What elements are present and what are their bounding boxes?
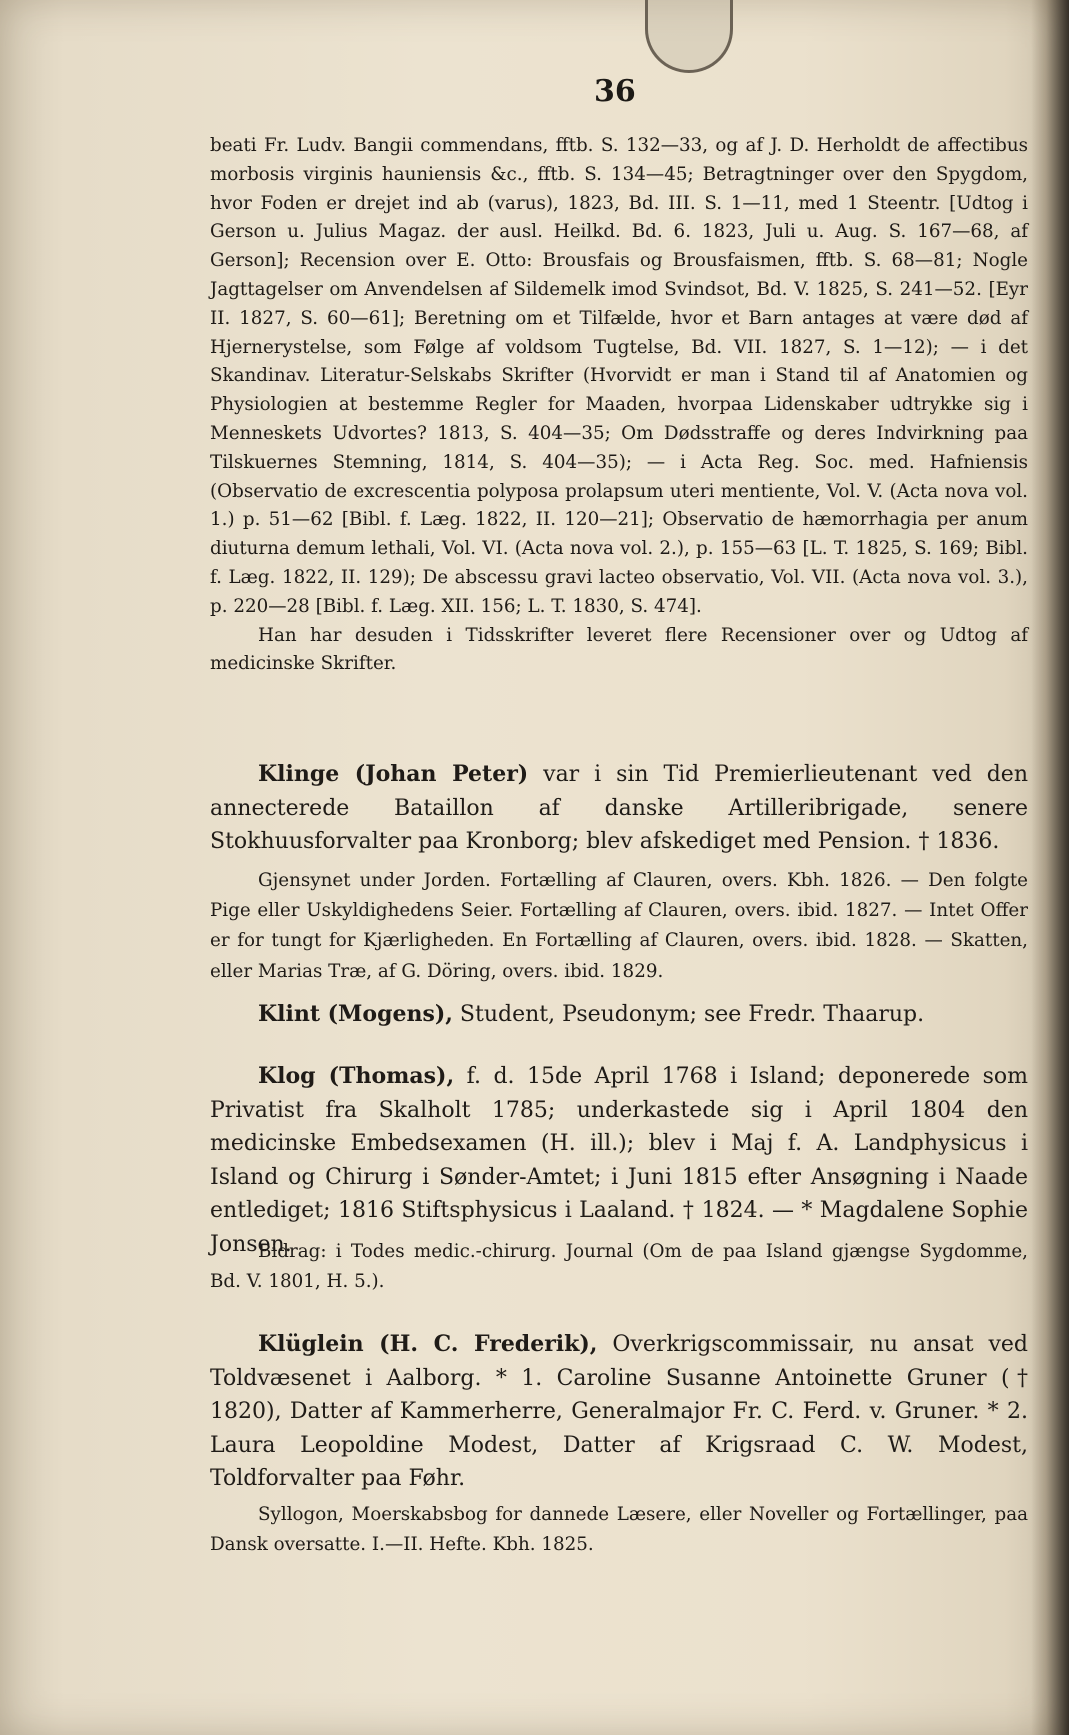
entry-kluglein-works: Syllogon, Moerskabsbog for dannede Læsere, eller Noveller og Fortællinger, paa Dansk oversatte. I.—II. Hefte. Kbh. 1825.: [210, 1504, 1028, 1556]
entry-name: Klog (Thomas),: [258, 1063, 455, 1089]
entry-klog-works: Bidrag: i Todes medic.-chirurg. Journal (Om de paa Island gjængse Sygdomme, Bd. V. 1801, H. 5.).: [210, 1241, 1028, 1293]
entry-name: Klinge (Johan Peter): [258, 761, 529, 787]
continuation-closing: Han har desuden i Tidsskrifter leveret flere Recensioner over og Udtog af medicinske Skrifter.: [210, 624, 1028, 675]
entry-klint: [210, 998, 1028, 1032]
entry-klinge-works: Gjensynet under Jorden. Fortælling af Clauren, overs. Kbh. 1826. — Den folgte Pige eller Uskyldighedens Seier. Fortælling af Clauren, overs. ibid. 1827. — Intet Offer er for tungt for Kjærligheden. En Fortælling af Clauren, overs. ibid. 1828. — Skatten, eller Marias Træ, af G. Döring, overs. ibid. 1829.: [210, 870, 1028, 982]
continuation-text: beati Fr. Ludv. Bangii commendans, fftb. S. 132—33, og af J. D. Herholdt de affectibus morbosis virginis hauniensis &c., fftb. S. 134—45; Betragtninger over den Spygdom, hvor Foden er drejet ind ab (varus), 1823, Bd. III. S. 1—11, med 1 Steentr. [Udtog i Gerson u. Julius Magaz. der ausl. Heilkd. Bd. 6. 1823, Juli u. Aug. S. 167—68, af Gerson]; Recension over E. Otto: Brousfais og Brousfaismen, fftb. S. 68—81; Nogle Jagttagelser om Anvendelsen af Sildemelk imod Svindsot, Bd. V. 1825, S. 241—52. [Eyr II. 1827, S. 60—61]; Beretning om et Tilfælde, hvor et Barn antages at være død af Hjernerystelse, som Følge af voldsom Tugtelse, Bd. VII. 1827, S. 1—12); — i det Skandinav. Literatur-Selskabs Skrifter (Hvorvidt er man i Stand til af Anatomien og Physiologien at bestemme Regler for Maaden, hvorpaa Lidenskaber udtrykke sig i Menneskets Udvortes? 1813, S. 404—35; Om Dødsstraffe og deres Indvirkning paa Tilskuernes Stemning, 1814, S. 404—35); — i Acta Reg. Soc. med. Hafniensis (Observatio de excrescentia polyposa prolapsum uteri mentiente, Vol. V. (Acta nova vol. 1.) p. 51—62 [Bibl. f. Læg. 1822, II. 120—21]; Observatio de hæmorrhagia per anum diuturna demum lethali, Vol. VI. (Acta nova vol. 2.), p. 155—63 [L. T. 1825, S. 169; Bibl. f. Læg. 1822, II. 129); De abscessu gravi lacteo observatio, Vol. VII. (Acta nova vol. 3.), p. 220—28 [Bibl. f. Læg. XII. 156; L. T. 1830, S. 474].: [210, 135, 1028, 617]
entry-text: Overkrigscommissair, nu ansat ved Toldvæsenet i Aalborg. * 1. Caroline Susanne Antoinette Gruner († 1820), Datter af Kammerherre, Generalmajor Fr. C. Ferd. v. Gruner. * 2. Laura Leopoldine Modest, Datter af Krigsraad C. W. Modest, Toldforvalter paa Føhr.: [210, 1332, 1028, 1491]
entry-text: Student, Pseudonym; see Fredr. Thaarup.: [459, 1002, 925, 1027]
entry-kluglein: [210, 1328, 1028, 1496]
entry-name: Klint (Mogens),: [258, 1001, 453, 1027]
entry-text: f. d. 15de April 1768 i Island; deponerede som Privatist fra Skalholt 1785; underkastede sig i April 1804 den medicinske Embedsexamen (H. ill.); blev i Maj f. A. Landphysicus i Island og Chirurg i Sønder-Amtet; i Juni 1815 efter Ansøgning i Naade entlediget; 1816 Stiftsphysicus i Laaland. † 1824. — * Magdalene Sophie Jonsen.: [210, 1064, 1028, 1257]
entry-name: Klüglein (H. C. Frederik),: [258, 1331, 598, 1357]
entry-klog: [210, 1060, 1028, 1261]
page-number: 36: [594, 74, 636, 109]
page-edge-shadow: [1031, 0, 1069, 1735]
entry-klinge: [210, 758, 1028, 859]
continuation-paragraph: [210, 132, 1028, 679]
entry-text: var i sin Tid Premierlieutenant ved den annecterede Bataillon af danske Artilleribrigade, senere Stokhuusforvalter paa Kronborg; blev afskediget med Pension. † 1836.: [210, 762, 1028, 854]
